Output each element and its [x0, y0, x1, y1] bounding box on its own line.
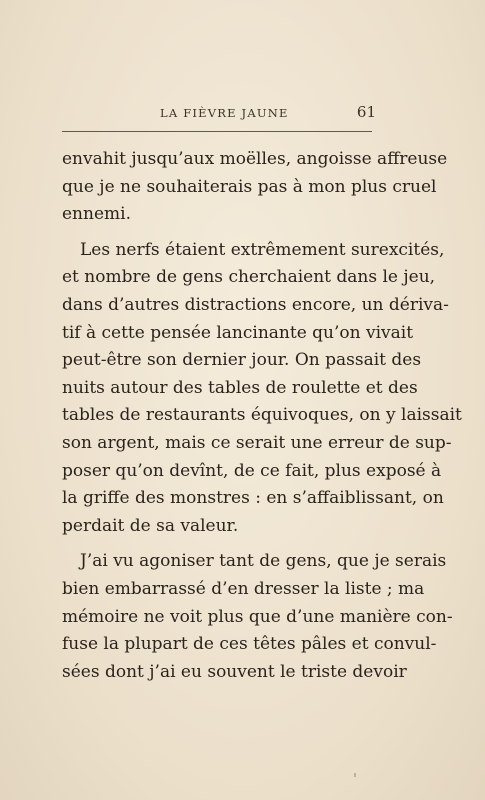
- text-line: son argent, mais ce serait une erreur de sup-: [62, 432, 452, 453]
- text-line: poser qu’on devînt, de ce fait, plus exposé à: [62, 460, 442, 481]
- text-line: dans d’autres distractions encore, un dériva-: [62, 294, 449, 315]
- text-line: perdait de sa valeur.: [62, 515, 239, 536]
- paragraph-gap: [62, 540, 380, 548]
- text-line: peut-être son dernier jour. On passait des: [62, 350, 422, 371]
- text-line: et nombre de gens cherchaient dans le jeu,: [62, 267, 436, 288]
- text-line: ennemi.: [62, 204, 131, 225]
- text-line: J’ai vu agoniser tant de gens, que je serais: [80, 551, 447, 572]
- body-text: [62, 146, 462, 686]
- paper-fleck: [354, 773, 356, 777]
- text-line: que je ne souhaiterais pas à mon plus cruel: [62, 176, 437, 197]
- text-line: mémoire ne voit plus que d’une manière con-: [62, 606, 453, 627]
- running-header: [60, 103, 380, 123]
- text-line: fuse la plupart de ces têtes pâles et convul-: [62, 634, 437, 655]
- page-number: 61: [356, 103, 376, 121]
- running-title: LA FIÈVRE JAUNE: [160, 106, 289, 120]
- text-line: tif à cette pensée lancinante qu’on vivait: [62, 322, 414, 343]
- text-line: bien embarrassé d’en dresser la liste ; ma: [62, 578, 425, 599]
- text-line: sées dont j’ai eu souvent le triste devoir: [62, 661, 407, 682]
- text-line: nuits autour des tables de roulette et des: [62, 377, 418, 398]
- text-line: envahit jusqu’aux moëlles, angoisse affreuse: [62, 149, 448, 169]
- header-rule: [62, 131, 372, 132]
- text-line: la griffe des monstres : en s’affaiblissant, on: [62, 488, 444, 509]
- paragraph-gap: [62, 229, 380, 237]
- text-line: tables de restaurants équivoques, on y laissait: [62, 405, 462, 426]
- text-line: Les nerfs étaient extrêmement surexcités,: [80, 239, 445, 260]
